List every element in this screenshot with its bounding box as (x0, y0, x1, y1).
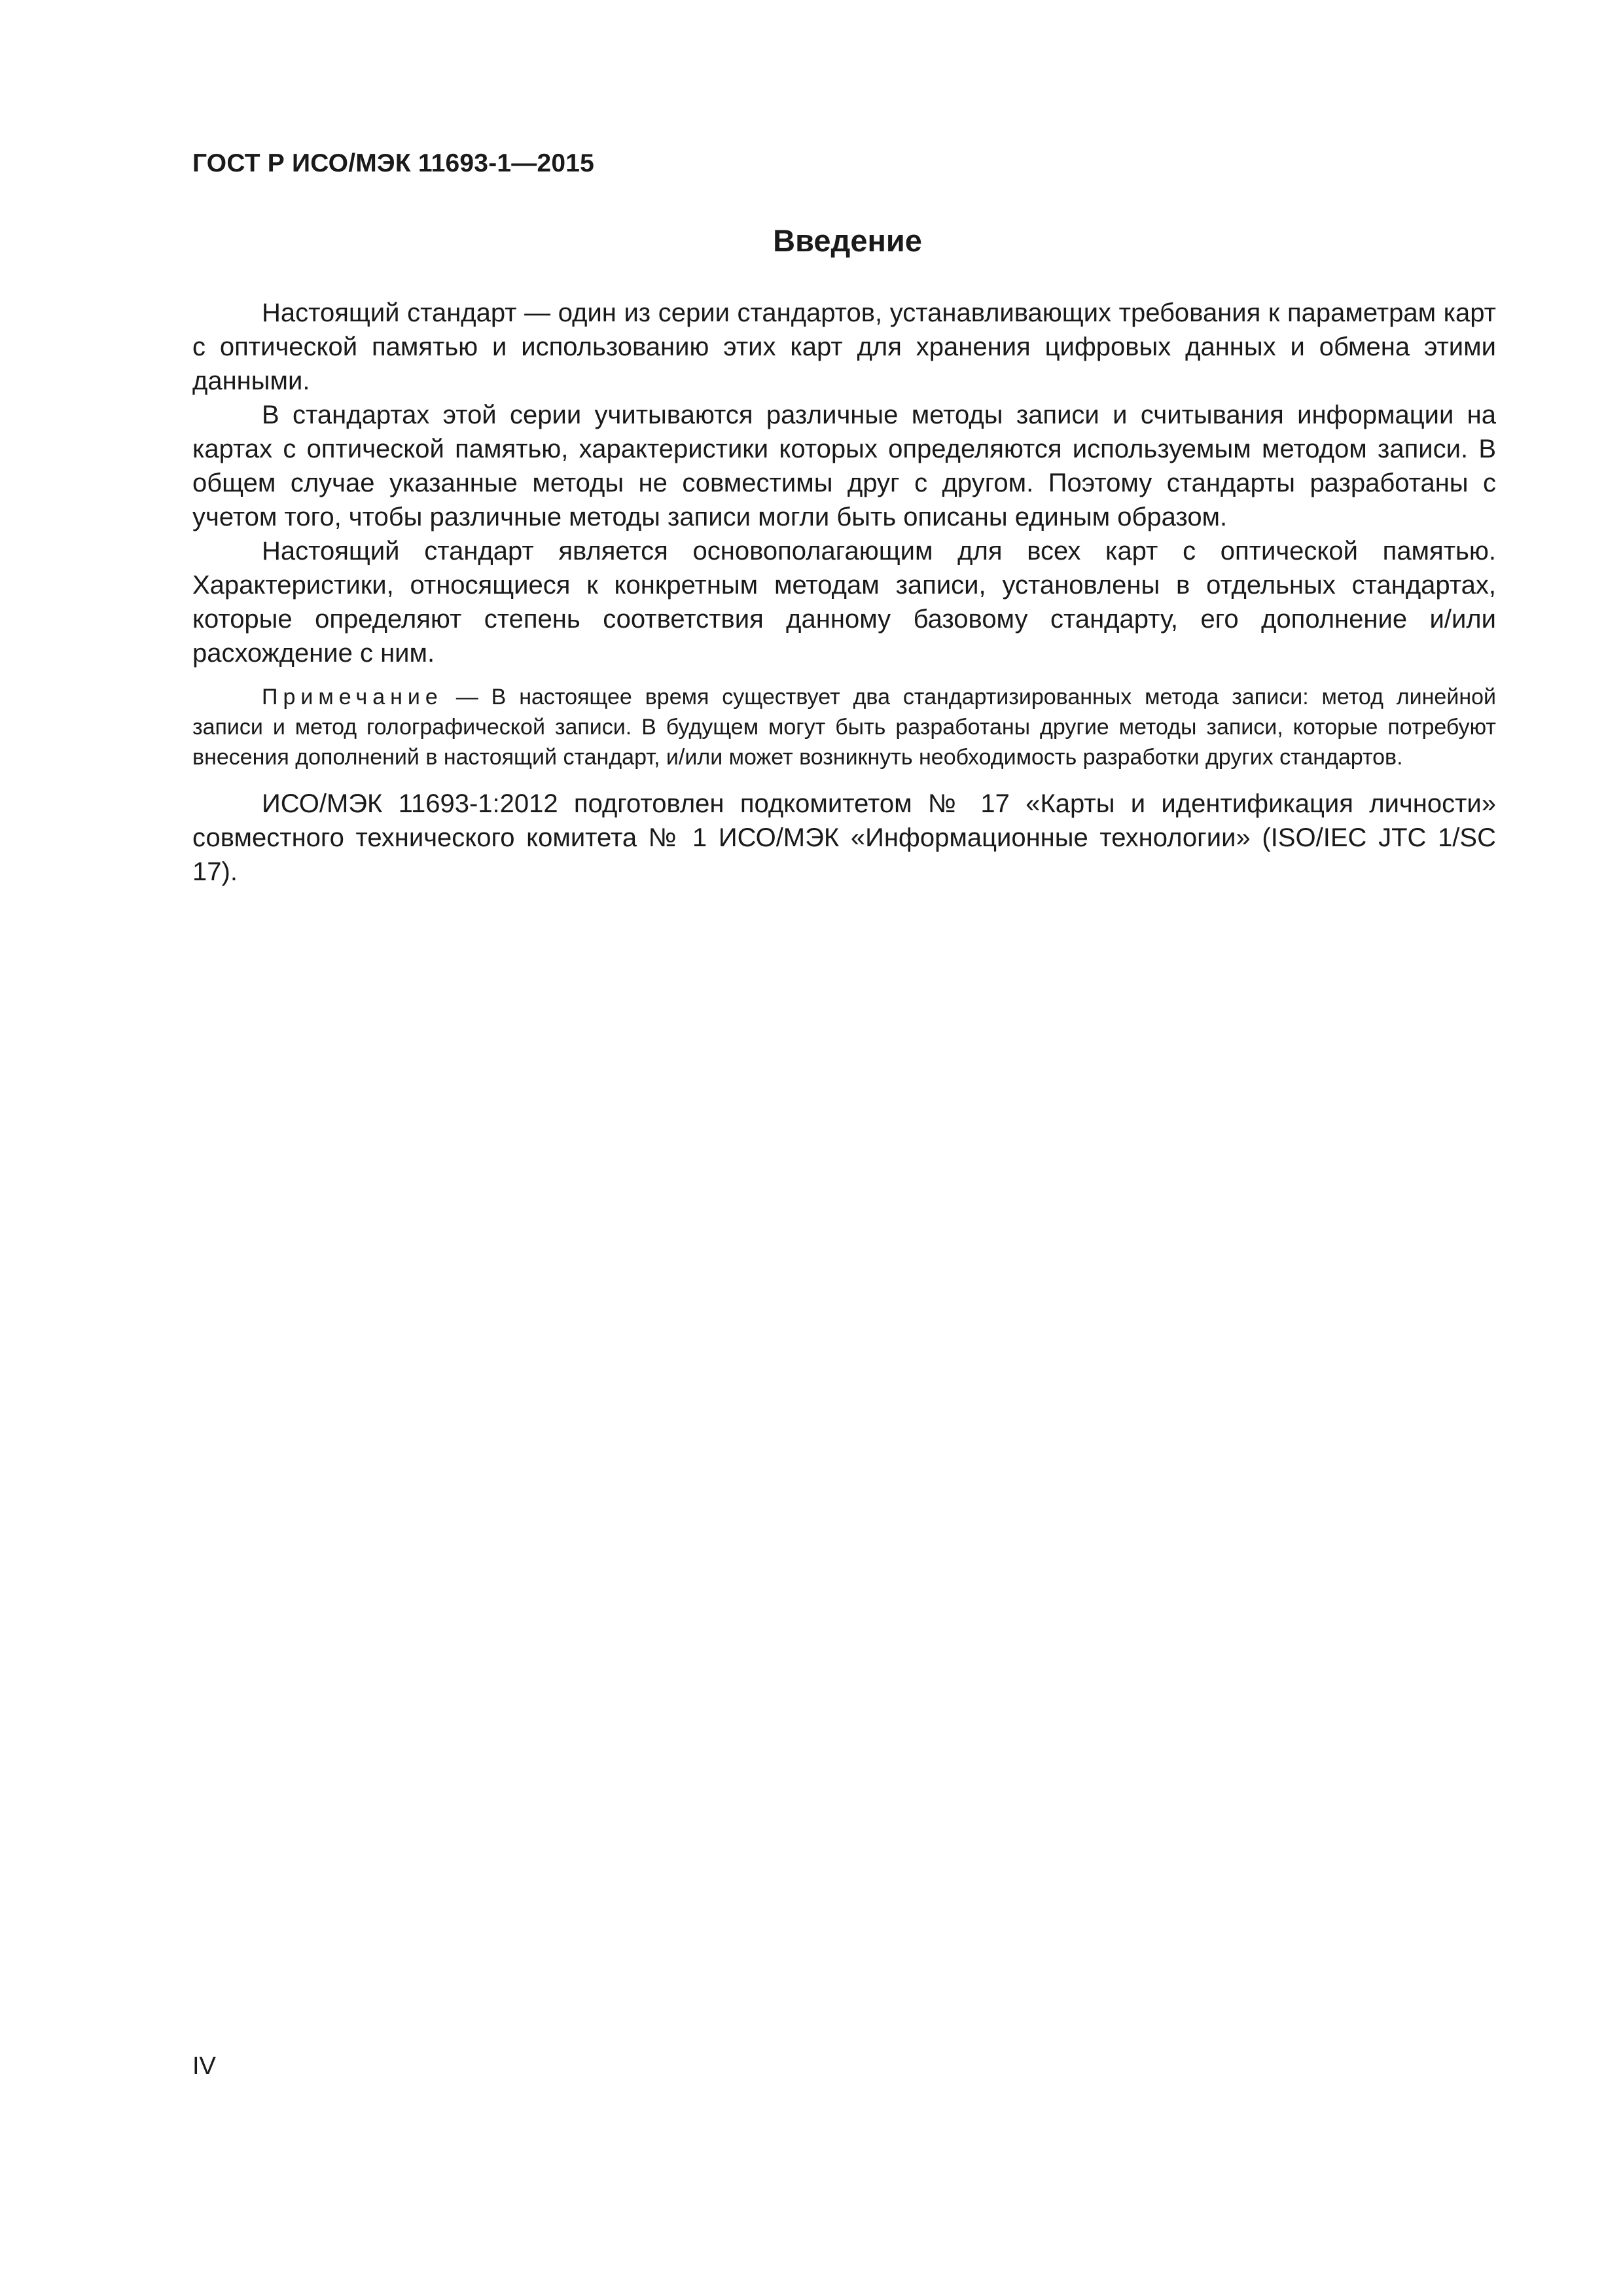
paragraph-2: В стандартах этой серии учитываются различные методы записи и считывания информации на картах с оптической памятью, характеристики которых определяются используемым методом записи. В общем случае указанные методы не совместимы друг с другом. Поэтому стандарты разработаны с учетом того, чтобы различные методы записи могли быть описаны единым образом. (192, 401, 1496, 531)
document-body (192, 296, 1496, 889)
note-text: — В настоящее время существует два стандартизированных метода записи: метод линейной записи и метод голографической записи. В будущем могут быть разработаны другие методы записи, которые потребуют внесения дополнений в настоящий стандарт, и/или может возникнуть необходимость разработки других стандартов. (192, 685, 1496, 770)
note-label: Примечание (262, 685, 443, 709)
section-title: Введение (773, 223, 922, 258)
note-block (192, 682, 1496, 772)
paragraph-final: ИСО/МЭК 11693-1:2012 подготовлен подкомитетом № 17 «Карты и идентификация личности» совместного технического комитета № 1 ИСО/МЭК «Информационные технологии» (ISO/IEC JTC 1/SC 17). (192, 789, 1496, 886)
paragraph-1: Настоящий стандарт — один из серии стандартов, устанавливающих требования к параметрам карт с оптической памятью и использованию этих карт для хранения цифровых данных и обмена этими данными. (192, 298, 1496, 395)
paragraph-3: Настоящий стандарт является основополагающим для всех карт с оптической памятью. Характеристики, относящиеся к конкретным методам записи, установлены в отдельных стандартах, которые определяют степень соответствия данному базовому стандарту, его дополнение и/или расхождение с ним. (192, 537, 1496, 668)
page-number: IV (192, 2053, 216, 2080)
document-header-id: ГОСТ Р ИСО/МЭК 11693-1—2015 (192, 149, 595, 177)
